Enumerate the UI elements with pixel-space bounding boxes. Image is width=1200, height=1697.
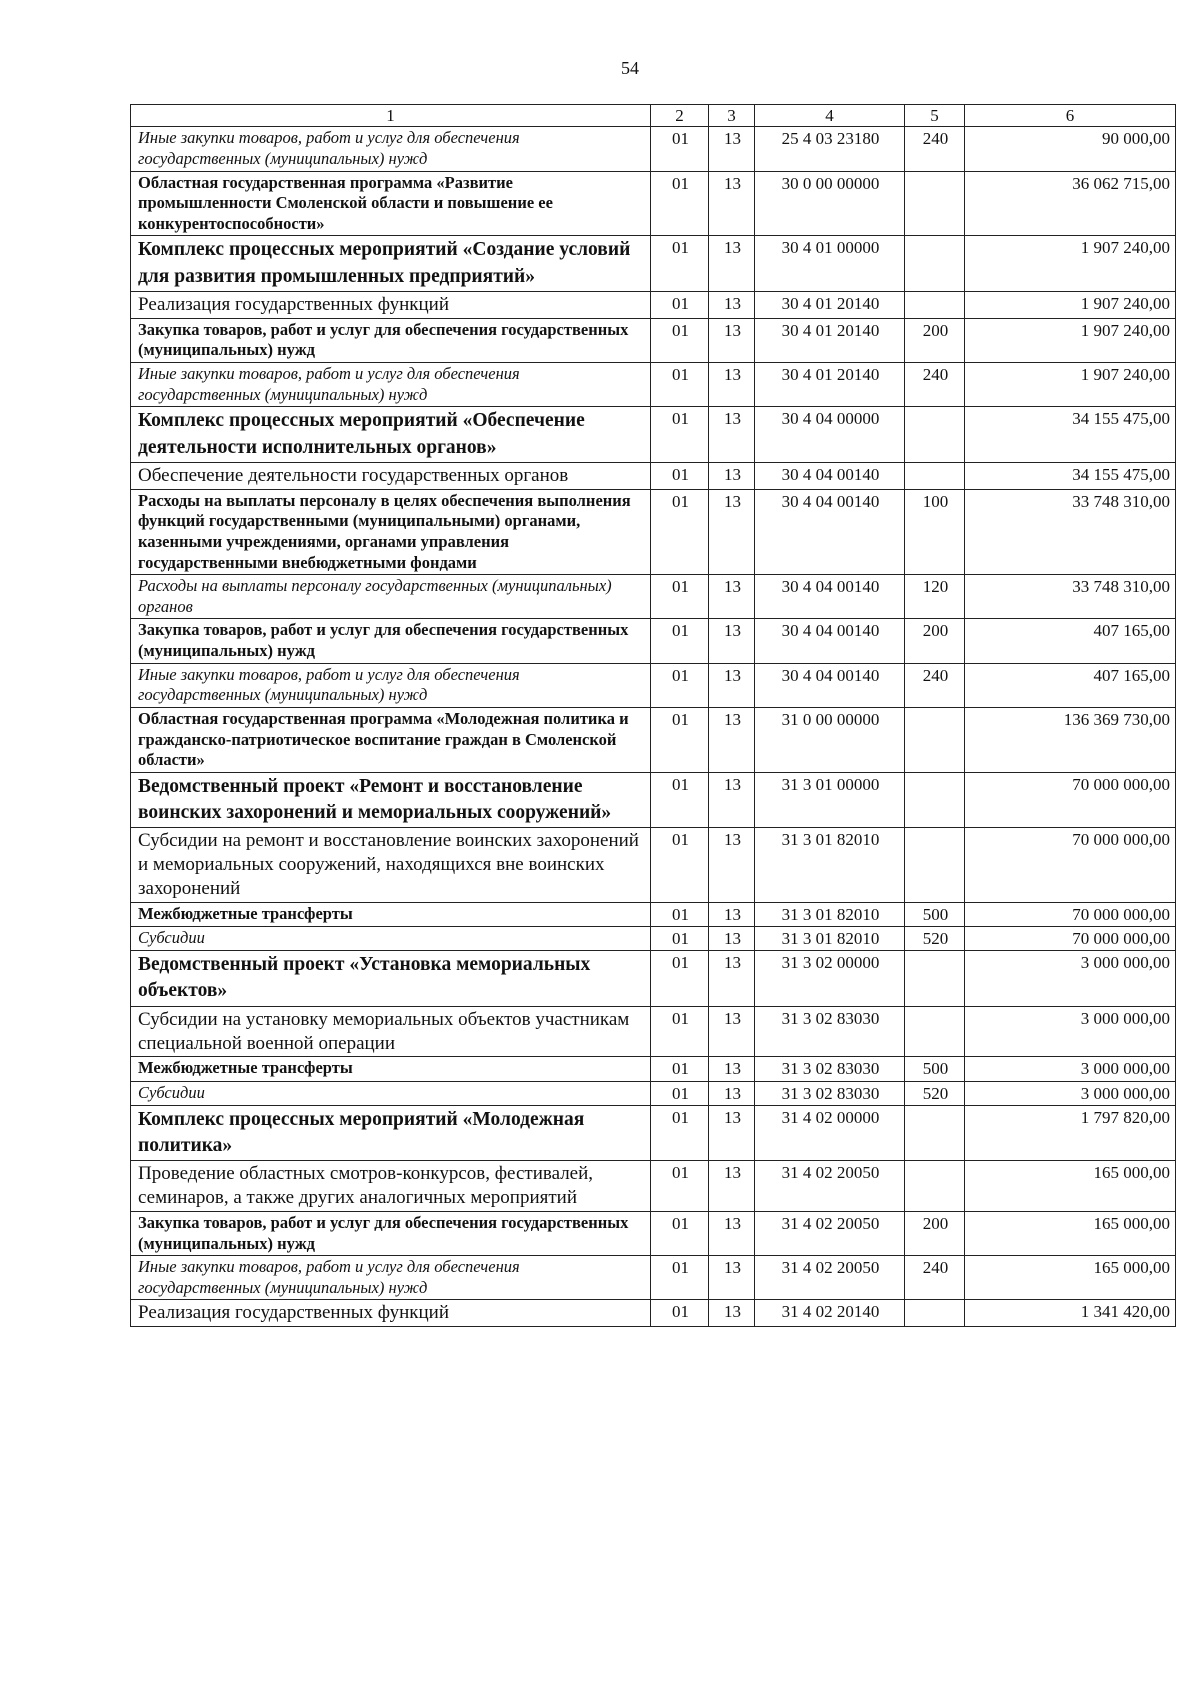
table-row xyxy=(131,171,1176,236)
amount-cell: 90 000,00 xyxy=(965,127,1176,171)
table-row xyxy=(131,772,1176,828)
row-name-cell: Субсидии на ремонт и восстановление воинских захоронений и мемориальных сооружений, находящихся вне воинских захоронений xyxy=(131,828,651,902)
section-code-cell: 01 xyxy=(651,236,709,292)
expense-type-code-cell xyxy=(905,1300,965,1327)
section-code-cell: 01 xyxy=(651,575,709,619)
amount-cell: 34 155 475,00 xyxy=(965,407,1176,463)
target-item-code-cell: 30 4 04 00140 xyxy=(755,489,905,575)
table-row xyxy=(131,575,1176,619)
amount-cell: 407 165,00 xyxy=(965,663,1176,707)
expense-type-code-cell: 500 xyxy=(905,902,965,926)
row-name-cell: Закупка товаров, работ и услуг для обеспечения государственных (муниципальных) нужд xyxy=(131,318,651,362)
amount-cell: 1 907 240,00 xyxy=(965,236,1176,292)
table-row xyxy=(131,318,1176,362)
subsection-code-cell: 13 xyxy=(709,292,755,319)
table-row xyxy=(131,236,1176,292)
section-code-cell: 01 xyxy=(651,1105,709,1161)
target-item-code-cell: 31 3 01 00000 xyxy=(755,772,905,828)
section-code-cell: 01 xyxy=(651,489,709,575)
target-item-code-cell: 31 3 01 82010 xyxy=(755,902,905,926)
section-code-cell: 01 xyxy=(651,1081,709,1105)
target-item-code-cell: 30 4 04 00140 xyxy=(755,663,905,707)
row-name-cell: Областная государственная программа «Развитие промышленности Смоленской области и повышение ее конкурентоспособности» xyxy=(131,171,651,236)
expense-type-code-cell xyxy=(905,1006,965,1057)
amount-cell: 1 341 420,00 xyxy=(965,1300,1176,1327)
target-item-code-cell: 31 4 02 00000 xyxy=(755,1105,905,1161)
row-name-cell: Комплекс процессных мероприятий «Обеспечение деятельности исполнительных органов» xyxy=(131,407,651,463)
target-item-code-cell: 30 4 01 20140 xyxy=(755,292,905,319)
expense-type-code-cell xyxy=(905,951,965,1007)
subsection-code-cell: 13 xyxy=(709,1161,755,1212)
row-name-cell: Проведение областных смотров-конкурсов, фестивалей, семинаров, а также других аналогичных мероприятий xyxy=(131,1161,651,1212)
table-row xyxy=(131,1006,1176,1057)
column-header-1: 1 xyxy=(131,105,651,127)
expense-type-code-cell xyxy=(905,171,965,236)
target-item-code-cell: 31 3 01 82010 xyxy=(755,926,905,950)
subsection-code-cell: 13 xyxy=(709,236,755,292)
section-code-cell: 01 xyxy=(651,619,709,663)
expense-type-code-cell: 240 xyxy=(905,363,965,407)
subsection-code-cell: 13 xyxy=(709,407,755,463)
row-name-cell: Иные закупки товаров, работ и услуг для обеспечения государственных (муниципальных) нужд xyxy=(131,1256,651,1300)
subsection-code-cell: 13 xyxy=(709,1081,755,1105)
section-code-cell: 01 xyxy=(651,462,709,489)
section-code-cell: 01 xyxy=(651,1161,709,1212)
amount-cell: 34 155 475,00 xyxy=(965,462,1176,489)
expense-type-code-cell xyxy=(905,1161,965,1212)
section-code-cell: 01 xyxy=(651,171,709,236)
target-item-code-cell: 31 4 02 20140 xyxy=(755,1300,905,1327)
amount-cell: 165 000,00 xyxy=(965,1256,1176,1300)
subsection-code-cell: 13 xyxy=(709,127,755,171)
row-name-cell: Областная государственная программа «Молодежная политика и гражданско-патриотическое воспитание граждан в Смоленской области» xyxy=(131,707,651,772)
row-name-cell: Закупка товаров, работ и услуг для обеспечения государственных (муниципальных) нужд xyxy=(131,619,651,663)
subsection-code-cell: 13 xyxy=(709,489,755,575)
section-code-cell: 01 xyxy=(651,926,709,950)
section-code-cell: 01 xyxy=(651,951,709,1007)
subsection-code-cell: 13 xyxy=(709,619,755,663)
section-code-cell: 01 xyxy=(651,1211,709,1255)
section-code-cell: 01 xyxy=(651,1006,709,1057)
subsection-code-cell: 13 xyxy=(709,1211,755,1255)
table-row xyxy=(131,619,1176,663)
amount-cell: 3 000 000,00 xyxy=(965,1057,1176,1081)
table-row xyxy=(131,1161,1176,1212)
row-name-cell: Закупка товаров, работ и услуг для обеспечения государственных (муниципальных) нужд xyxy=(131,1211,651,1255)
subsection-code-cell: 13 xyxy=(709,951,755,1007)
table-row xyxy=(131,902,1176,926)
row-name-cell: Межбюджетные трансферты xyxy=(131,1057,651,1081)
expense-type-code-cell: 500 xyxy=(905,1057,965,1081)
row-name-cell: Субсидии xyxy=(131,1081,651,1105)
amount-cell: 3 000 000,00 xyxy=(965,1081,1176,1105)
subsection-code-cell: 13 xyxy=(709,772,755,828)
amount-cell: 70 000 000,00 xyxy=(965,902,1176,926)
amount-cell: 1 797 820,00 xyxy=(965,1105,1176,1161)
subsection-code-cell: 13 xyxy=(709,663,755,707)
target-item-code-cell: 31 4 02 20050 xyxy=(755,1211,905,1255)
target-item-code-cell: 31 3 02 00000 xyxy=(755,951,905,1007)
subsection-code-cell: 13 xyxy=(709,171,755,236)
table-row xyxy=(131,1105,1176,1161)
table-row xyxy=(131,407,1176,463)
target-item-code-cell: 31 3 02 83030 xyxy=(755,1006,905,1057)
target-item-code-cell: 31 3 02 83030 xyxy=(755,1057,905,1081)
amount-cell: 3 000 000,00 xyxy=(965,951,1176,1007)
amount-cell: 70 000 000,00 xyxy=(965,926,1176,950)
table-body xyxy=(131,127,1176,1327)
table-row xyxy=(131,363,1176,407)
expense-type-code-cell xyxy=(905,292,965,319)
target-item-code-cell: 30 4 01 20140 xyxy=(755,363,905,407)
subsection-code-cell: 13 xyxy=(709,363,755,407)
target-item-code-cell: 30 0 00 00000 xyxy=(755,171,905,236)
amount-cell: 36 062 715,00 xyxy=(965,171,1176,236)
section-code-cell: 01 xyxy=(651,707,709,772)
table-row xyxy=(131,707,1176,772)
amount-cell: 33 748 310,00 xyxy=(965,575,1176,619)
row-name-cell: Расходы на выплаты персоналу в целях обеспечения выполнения функций государственными (муниципальными) органами, казенными учреждениями, органами управления государственными внебюджетными фондами xyxy=(131,489,651,575)
row-name-cell: Ведомственный проект «Ремонт и восстановление воинских захоронений и мемориальных сооружений» xyxy=(131,772,651,828)
amount-cell: 136 369 730,00 xyxy=(965,707,1176,772)
section-code-cell: 01 xyxy=(651,127,709,171)
table-row xyxy=(131,926,1176,950)
table-row xyxy=(131,127,1176,171)
section-code-cell: 01 xyxy=(651,772,709,828)
row-name-cell: Реализация государственных функций xyxy=(131,1300,651,1327)
target-item-code-cell: 31 3 02 83030 xyxy=(755,1081,905,1105)
subsection-code-cell: 13 xyxy=(709,1057,755,1081)
amount-cell: 70 000 000,00 xyxy=(965,828,1176,902)
row-name-cell: Ведомственный проект «Установка мемориальных объектов» xyxy=(131,951,651,1007)
budget-table xyxy=(130,104,1176,1327)
subsection-code-cell: 13 xyxy=(709,318,755,362)
row-name-cell: Иные закупки товаров, работ и услуг для обеспечения государственных (муниципальных) нужд xyxy=(131,127,651,171)
amount-cell: 407 165,00 xyxy=(965,619,1176,663)
subsection-code-cell: 13 xyxy=(709,1006,755,1057)
table-header-row xyxy=(131,105,1176,127)
expense-type-code-cell: 200 xyxy=(905,318,965,362)
row-name-cell: Обеспечение деятельности государственных органов xyxy=(131,462,651,489)
row-name-cell: Реализация государственных функций xyxy=(131,292,651,319)
subsection-code-cell: 13 xyxy=(709,462,755,489)
amount-cell: 1 907 240,00 xyxy=(965,292,1176,319)
section-code-cell: 01 xyxy=(651,1256,709,1300)
amount-cell: 70 000 000,00 xyxy=(965,772,1176,828)
amount-cell: 165 000,00 xyxy=(965,1161,1176,1212)
row-name-cell: Межбюджетные трансферты xyxy=(131,902,651,926)
subsection-code-cell: 13 xyxy=(709,1300,755,1327)
table-row xyxy=(131,1211,1176,1255)
subsection-code-cell: 13 xyxy=(709,707,755,772)
table-row xyxy=(131,489,1176,575)
amount-cell: 1 907 240,00 xyxy=(965,363,1176,407)
table-row xyxy=(131,663,1176,707)
expense-type-code-cell: 200 xyxy=(905,619,965,663)
target-item-code-cell: 30 4 04 00140 xyxy=(755,575,905,619)
table-row xyxy=(131,1256,1176,1300)
section-code-cell: 01 xyxy=(651,407,709,463)
target-item-code-cell: 30 4 01 20140 xyxy=(755,318,905,362)
page-number: 54 xyxy=(621,58,639,78)
column-header-2: 2 xyxy=(651,105,709,127)
column-header-4: 4 xyxy=(755,105,905,127)
expense-type-code-cell xyxy=(905,1105,965,1161)
subsection-code-cell: 13 xyxy=(709,1256,755,1300)
target-item-code-cell: 25 4 03 23180 xyxy=(755,127,905,171)
table-row xyxy=(131,1057,1176,1081)
expense-type-code-cell xyxy=(905,236,965,292)
expense-type-code-cell: 120 xyxy=(905,575,965,619)
expense-type-code-cell: 240 xyxy=(905,127,965,171)
target-item-code-cell: 30 4 04 00140 xyxy=(755,462,905,489)
expense-type-code-cell: 100 xyxy=(905,489,965,575)
column-header-3: 3 xyxy=(709,105,755,127)
row-name-cell: Субсидии xyxy=(131,926,651,950)
section-code-cell: 01 xyxy=(651,663,709,707)
row-name-cell: Иные закупки товаров, работ и услуг для обеспечения государственных (муниципальных) нужд xyxy=(131,663,651,707)
table-row xyxy=(131,1081,1176,1105)
row-name-cell: Расходы на выплаты персоналу государственных (муниципальных) органов xyxy=(131,575,651,619)
table-row xyxy=(131,828,1176,902)
table-row xyxy=(131,292,1176,319)
amount-cell: 1 907 240,00 xyxy=(965,318,1176,362)
subsection-code-cell: 13 xyxy=(709,902,755,926)
amount-cell: 165 000,00 xyxy=(965,1211,1176,1255)
section-code-cell: 01 xyxy=(651,363,709,407)
section-code-cell: 01 xyxy=(651,902,709,926)
row-name-cell: Комплекс процессных мероприятий «Создание условий для развития промышленных предприятий» xyxy=(131,236,651,292)
expense-type-code-cell: 520 xyxy=(905,1081,965,1105)
target-item-code-cell: 30 4 04 00140 xyxy=(755,619,905,663)
target-item-code-cell: 31 4 02 20050 xyxy=(755,1256,905,1300)
section-code-cell: 01 xyxy=(651,828,709,902)
expense-type-code-cell: 240 xyxy=(905,1256,965,1300)
subsection-code-cell: 13 xyxy=(709,926,755,950)
column-header-5: 5 xyxy=(905,105,965,127)
target-item-code-cell: 30 4 04 00000 xyxy=(755,407,905,463)
row-name-cell: Комплекс процессных мероприятий «Молодежная политика» xyxy=(131,1105,651,1161)
row-name-cell: Иные закупки товаров, работ и услуг для обеспечения государственных (муниципальных) нужд xyxy=(131,363,651,407)
column-header-6: 6 xyxy=(965,105,1176,127)
row-name-cell: Субсидии на установку мемориальных объектов участникам специальной военной операции xyxy=(131,1006,651,1057)
target-item-code-cell: 30 4 01 00000 xyxy=(755,236,905,292)
amount-cell: 3 000 000,00 xyxy=(965,1006,1176,1057)
subsection-code-cell: 13 xyxy=(709,1105,755,1161)
subsection-code-cell: 13 xyxy=(709,828,755,902)
subsection-code-cell: 13 xyxy=(709,575,755,619)
table-row xyxy=(131,951,1176,1007)
expense-type-code-cell: 200 xyxy=(905,1211,965,1255)
expense-type-code-cell xyxy=(905,707,965,772)
target-item-code-cell: 31 0 00 00000 xyxy=(755,707,905,772)
expense-type-code-cell: 520 xyxy=(905,926,965,950)
expense-type-code-cell: 240 xyxy=(905,663,965,707)
expense-type-code-cell xyxy=(905,407,965,463)
amount-cell: 33 748 310,00 xyxy=(965,489,1176,575)
section-code-cell: 01 xyxy=(651,1057,709,1081)
section-code-cell: 01 xyxy=(651,318,709,362)
section-code-cell: 01 xyxy=(651,292,709,319)
target-item-code-cell: 31 4 02 20050 xyxy=(755,1161,905,1212)
expense-type-code-cell xyxy=(905,828,965,902)
table-row xyxy=(131,462,1176,489)
expense-type-code-cell xyxy=(905,772,965,828)
target-item-code-cell: 31 3 01 82010 xyxy=(755,828,905,902)
expense-type-code-cell xyxy=(905,462,965,489)
section-code-cell: 01 xyxy=(651,1300,709,1327)
table-row xyxy=(131,1300,1176,1327)
